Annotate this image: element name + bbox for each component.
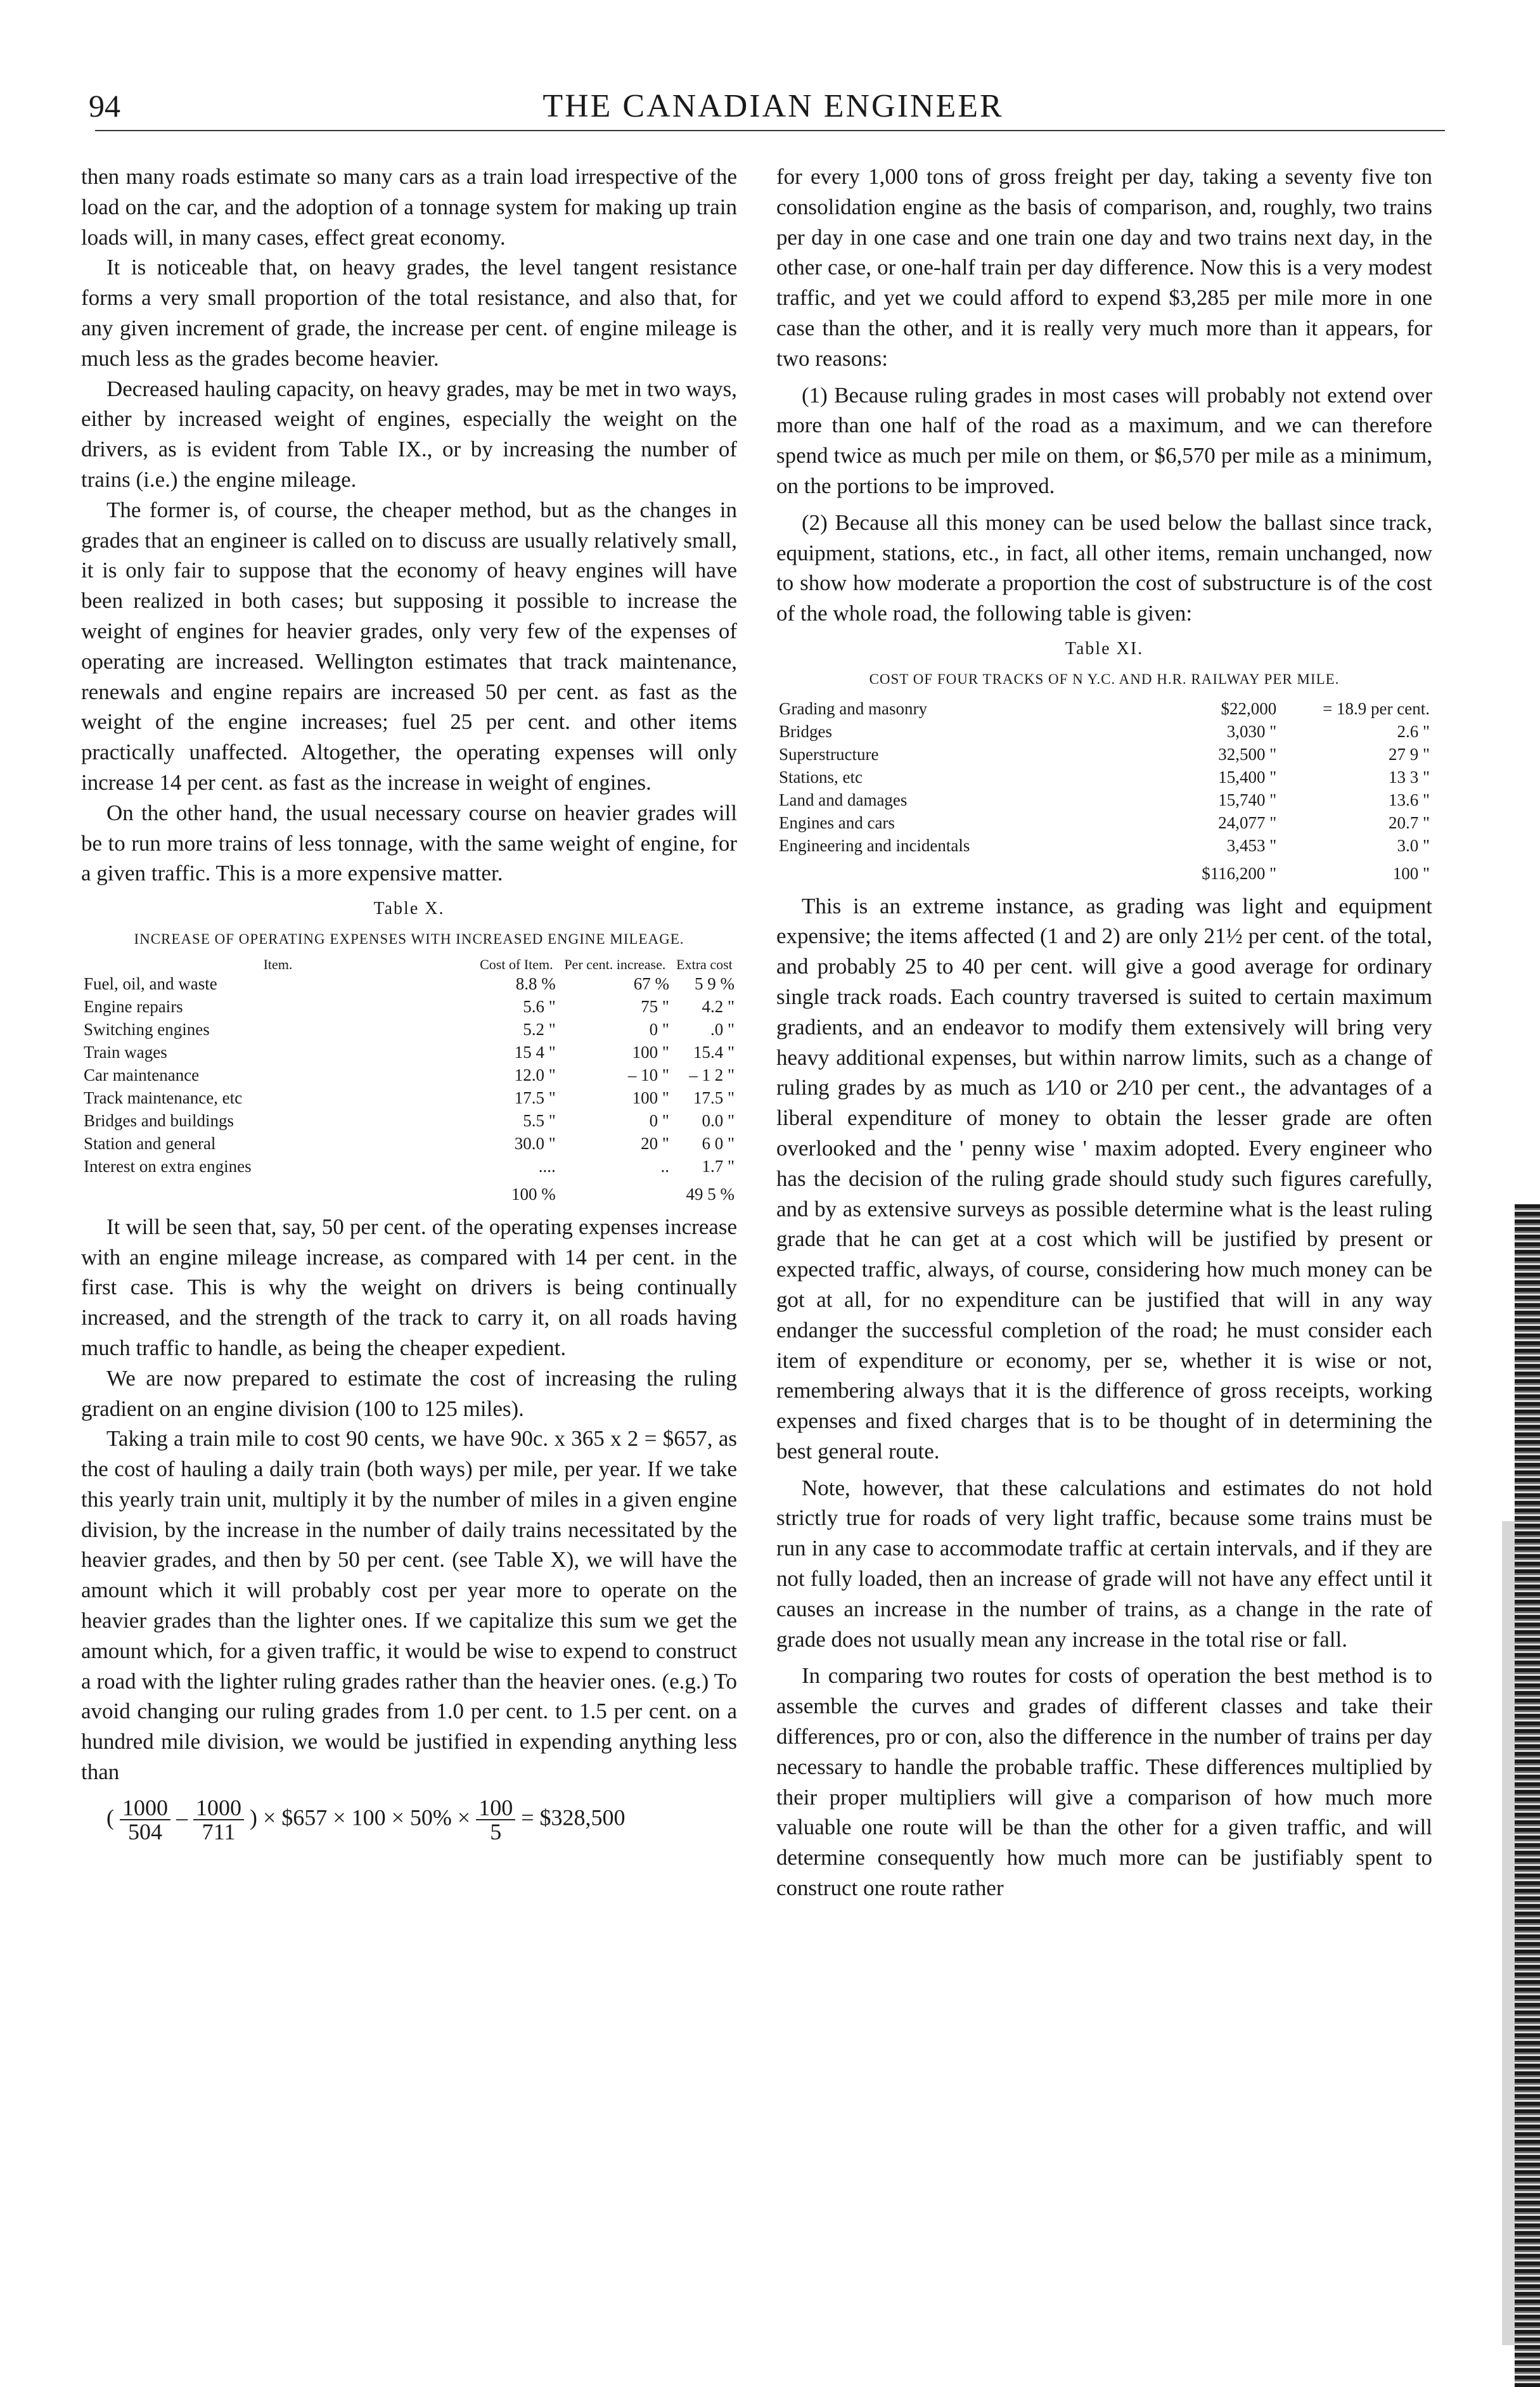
table-row [776, 697, 1432, 720]
row-extra: 6 0 " [702, 1133, 735, 1153]
numerator: 100 [476, 1796, 515, 1820]
data-table [776, 697, 1432, 885]
table-xi [776, 634, 1432, 885]
row-extra: – 1 2 " [689, 1065, 735, 1084]
total-cost: $116,200 " [1202, 863, 1277, 883]
numerator: 1000 [120, 1796, 170, 1820]
running-header [89, 87, 1458, 132]
row-cost: 5.6 " [523, 996, 556, 1016]
minus-sign: – [176, 1805, 188, 1830]
row-item: Engineering and incidentals [779, 835, 970, 855]
numerator: 1000 [193, 1796, 244, 1820]
denominator: 504 [128, 1818, 162, 1844]
row-cost: 3,030 " [1226, 721, 1277, 741]
paragraph: It will be seen that, say, 50 per cent. of the operating expenses increase with an engine mileage increase, as compared with 14 per cent. in the first case. This is why the weight on drivers is being continually increased, and the strength of the track to carry it, on all roads having much traffic to handle, as being the cheaper expedient. [81, 1214, 737, 1360]
data-table [81, 957, 737, 1206]
paragraph: It is noticeable that, on heavy grades, the level tangent resistance forms a very small proportion of the total resistance, and also that, for any given increment of grade, the increase per cent. of engine mileage is much less as the grades become heavier. [81, 255, 737, 371]
table-row [776, 811, 1432, 834]
row-pct: 13.6 " [1388, 790, 1430, 809]
row-pct: 20 " [641, 1133, 669, 1153]
row-extra: 1.7 " [702, 1156, 735, 1176]
row-item: Car maintenance [84, 1065, 200, 1084]
column-header: Extra cost [676, 956, 733, 972]
table-row [81, 995, 737, 1018]
paragraph: This is an extreme instance, as grading was light and equipment expensive; the items affected (1 and 2) are only 21½ per cent. of the total, and probably 25 to 40 per cent. will give a good average for ordinary single track roads. Each country traversed is suited to certain maximum gradients, and an endeavor to modify them extensively will bring very heavy additional expenses, but within narrow limits, such as a change of ruling grades by as much as 1⁄10 or 2⁄10 per cent., the advantages of a liberal expenditure of money to obtain the lesser grade are often overlooked and the ' penny wise ' maxim adopted. Every engineer who has the decision of the ruling grade should study such figures carefully, and by as extensive surveys as possible determine what is the least ruling grade that he can get at a cost which will be justified by present or expected traffic, always, of course, considering how much money can be got at all, for no expenditure can be justified that will in any way endanger the successful completion of the road; he must consider each item of expenditure or economy, per se, whether it is wise or not, remembering always that it is the difference of gross receipts, working expenses and fixed charges that is to be thought of in determining the best general route. [776, 893, 1432, 1464]
row-pct: 0 " [649, 1110, 669, 1130]
row-cost: 24,077 " [1218, 813, 1277, 832]
paragraph: Note, however, that these calculations and estimates do not hold strictly true for roads of very light traffic, because some trains must be run in any case to accommodate traffic at certain intervals, and if they are not fully loaded, then an increase of grade will not have any effect until it causes an increase in the number of trains, as a change in the rate of grade does not usually mean any increase in the total rise or fall. [776, 1475, 1432, 1652]
row-item: Engine repairs [84, 996, 183, 1016]
row-item: Bridges and buildings [84, 1110, 234, 1130]
table-row [776, 834, 1432, 857]
table-row [776, 788, 1432, 811]
table-row [776, 743, 1432, 766]
row-item: Grading and masonry [779, 698, 927, 718]
row-extra: .0 " [710, 1019, 735, 1039]
row-pct: .. [660, 1156, 669, 1176]
row-cost: 32,500 " [1218, 744, 1277, 764]
paren-close: ) [250, 1805, 257, 1830]
row-pct: 67 % [633, 974, 669, 993]
table-total-row [776, 857, 1432, 885]
table-x [81, 894, 737, 1206]
row-cost: 3,453 " [1226, 835, 1277, 855]
row-item: Station and general [84, 1133, 216, 1153]
denominator: 711 [202, 1818, 236, 1844]
paragraph: Taking a train mile to cost 90 cents, we have 90c. x 365 x 2 = $657, as the cost of hauling a daily train (both ways) per mile, per year. If we take this yearly train unit, multiply it by the number of miles in a given engine division, by the increase in the number of daily trains necessitated by the heavier grades, and then by 50 per cent. (see Table X), we will have the amount which it will probably cost per year more to operate on the heavier grades than the lighter ones. If we capitalize this sum we get the amount which, for a given traffic, it would be wise to expend to construct a road with the lighter ruling grades rather than the heavier ones. (e.g.) To avoid changing our ruling grades from 1.0 per cent. to 1.5 per cent. on a hundred mile division, we would be justified in expending anything less than [81, 1426, 737, 1785]
row-item: Track maintenance, etc [84, 1088, 243, 1107]
paren-open: ( [106, 1805, 114, 1830]
row-pct: 75 " [641, 996, 669, 1016]
table-caption: Table XI. [1065, 638, 1144, 659]
scan-edge-shadow [1502, 1521, 1515, 2345]
row-item: Engines and cars [779, 813, 895, 832]
table-subtitle: INCREASE OF OPERATING EXPENSES WITH INCREASED ENGINE MILEAGE. [134, 930, 684, 947]
row-extra: 4.2 " [702, 996, 735, 1016]
row-pct: 100 " [632, 1042, 669, 1062]
column-header: Item. [263, 956, 293, 972]
paragraph: (2) Because all this money can be used below the ballast since track, equipment, stations, etc., in fact, all other items, remain unchanged, now to show how moderate a proportion the cost of substructure is of the cost of the whole road, the following table is given: [776, 510, 1432, 626]
table-subtitle: COST OF FOUR TRACKS OF N Y.C. AND H.R. RAILWAY PER MILE. [869, 671, 1340, 687]
total-cost: 100 % [511, 1184, 556, 1204]
table-row [81, 1064, 737, 1086]
row-item: Train wages [84, 1042, 167, 1062]
denominator: 5 [490, 1818, 502, 1844]
page-number: 94 [89, 88, 120, 124]
left-column [81, 162, 737, 1843]
row-cost: 8.8 % [515, 974, 556, 993]
table-caption: Table X. [373, 899, 445, 919]
row-cost: .... [538, 1156, 556, 1176]
row-item: Switching engines [84, 1019, 210, 1039]
equation-middle: × $657 × 100 × 50% × [263, 1805, 471, 1830]
row-extra: 0.0 " [702, 1110, 735, 1130]
table-total-row [81, 1178, 737, 1206]
row-item: Interest on extra engines [84, 1156, 252, 1176]
row-pct: 20.7 " [1388, 813, 1430, 832]
table-row [776, 720, 1432, 743]
row-cost: 30.0 " [514, 1133, 556, 1153]
column-header: Cost of Item. [480, 956, 553, 972]
paragraph: The former is, of course, the cheaper method, but as the changes in grades that an engineer is called on to discuss are usually relatively small, it is only fair to suppose that the economy of heavy engines will have been realized in both cases; but supposing it possible to increase the weight of engines for heavier grades, only very few of the expenses of operating are increased. Wellington estimates that track maintenance, renewals and engine repairs are increased 50 per cent. as fast as the weight of the engine increases; fuel 25 per cent. and other items practically unaffected. Altogether, the operating expenses will only increase 14 per cent. as fast as the increase in weight of engines. [81, 497, 737, 795]
row-extra: 17.5 " [693, 1088, 735, 1107]
table-row [81, 1109, 737, 1132]
row-cost: 15,400 " [1218, 767, 1277, 787]
paragraph: Decreased hauling capacity, on heavy grades, may be met in two ways, either by increased weight of engines, especially the weight on the drivers, as is evident from Table IX., or by increasing the number of trains (i.e.) the engine mileage. [81, 376, 737, 492]
equation-result: = $328,500 [521, 1805, 626, 1830]
fraction [120, 1796, 170, 1843]
paragraph: In comparing two routes for costs of operation the best method is to assemble the curves and grades of different classes and take their differences, pro or con, also the difference in the number of trains per day necessary to handle the probable traffic. These differences multiplied by their proper multipliers will give a comparison of how much more valuable one route will be than the other for a given traffic, and will determine consequently how much more can be justifiably spent to construct one route rather [776, 1663, 1432, 1901]
row-pct: 3.0 " [1397, 835, 1430, 855]
row-cost: 12.0 " [514, 1065, 556, 1084]
table-row [81, 1155, 737, 1178]
fraction [193, 1796, 244, 1843]
scan-edge-stripe [1515, 1204, 1540, 2387]
row-extra: 5 9 % [695, 974, 735, 993]
column-header: Per cent. increase. [564, 956, 666, 972]
table-row [81, 1132, 737, 1155]
table-row [81, 972, 737, 995]
paragraph: for every 1,000 tons of gross freight per day, taking a seventy five ton consolidation engine as the basis of comparison, and, roughly, two trains per day in one case and one train one day and two trains next day, in the other case, or one-half train per day difference. Now this is a very modest traffic, and yet we could afford to expend $3,285 per mile more in one case than the other, and it is really very much more than it appears, for two reasons: [776, 164, 1432, 371]
fraction [476, 1796, 515, 1843]
header-rule [95, 130, 1445, 131]
table-row [81, 1041, 737, 1064]
row-cost: 15 4 " [514, 1042, 556, 1062]
row-item: Bridges [779, 721, 832, 741]
row-item: Superstructure [779, 744, 879, 764]
paragraph: On the other hand, the usual necessary course on heavier grades will be to run more trains of less tonnage, with the same weight of engine, for a given traffic. This is a more expensive matter. [81, 800, 737, 886]
row-item: Fuel, oil, and waste [84, 974, 217, 993]
table-row [81, 1018, 737, 1041]
row-pct: 0 " [649, 1019, 669, 1039]
equation [81, 1796, 737, 1843]
total-pct: 100 " [1392, 863, 1430, 883]
row-cost: 5.2 " [523, 1019, 556, 1039]
row-pct: = 18.9 per cent. [1323, 698, 1430, 718]
table-row [81, 1086, 737, 1109]
journal-title: THE CANADIAN ENGINEER [542, 88, 1004, 124]
row-cost: 15,740 " [1218, 790, 1277, 809]
row-extra: 15.4 " [693, 1042, 735, 1062]
row-pct: – 10 " [627, 1065, 669, 1084]
row-item: Stations, etc [779, 767, 863, 787]
row-pct: 27 9 " [1388, 744, 1430, 764]
right-column [776, 162, 1432, 1903]
row-cost: 5.5 " [523, 1110, 556, 1130]
total-extra: 49 5 % [686, 1184, 735, 1204]
paragraph: (1) Because ruling grades in most cases will probably not extend over more than one half of the road as a maximum, and we can therefore spend twice as much per mile on them, or $6,570 per mile as a minimum, on the portions to be improved. [776, 382, 1432, 498]
row-pct: 13 3 " [1388, 767, 1430, 787]
row-pct: 2.6 " [1397, 721, 1430, 741]
table-row [776, 766, 1432, 788]
paragraph: then many roads estimate so many cars as a train load irrespective of the load on the car, and the adoption of a tonnage system for making up train loads will, in many cases, effect great economy. [81, 164, 737, 250]
row-item: Land and damages [779, 790, 908, 809]
row-pct: 100 " [632, 1088, 669, 1107]
row-cost: $22,000 [1221, 698, 1277, 718]
paragraph: We are now prepared to estimate the cost of increasing the ruling gradient on an engine division (100 to 125 miles). [81, 1365, 737, 1421]
row-cost: 17.5 " [514, 1088, 556, 1107]
